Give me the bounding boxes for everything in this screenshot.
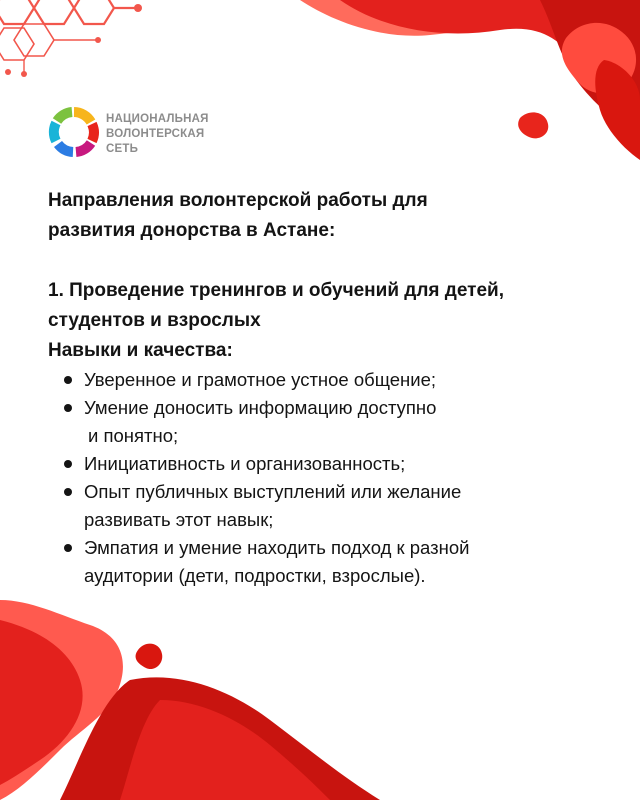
bullet-icon	[64, 460, 72, 468]
logo-line-3: СЕТЬ	[106, 143, 139, 155]
bullet-icon	[64, 544, 72, 552]
bullet-icon	[64, 376, 72, 384]
skill-text: Умение доносить информацию доступно	[84, 397, 437, 418]
section-title-line-2: студентов и взрослых	[48, 310, 261, 331]
page-title-line-1: Направления волонтерской работы для	[48, 190, 428, 211]
skill-text: Опыт публичных выступлений или желание	[84, 481, 462, 502]
skills-subheading: Навыки и качества:	[48, 340, 233, 361]
skill-text: Инициативность и организованность;	[84, 453, 406, 474]
logo-line-1: НАЦИОНАЛЬНАЯ	[106, 113, 209, 125]
list-item	[62, 478, 604, 534]
page-title	[48, 186, 604, 246]
skill-text-continuation: аудитории (дети, подростки, взрослые).	[84, 565, 426, 586]
main-content	[48, 186, 604, 590]
logo-text	[106, 112, 209, 157]
red-wave-top-right	[300, 0, 640, 160]
logo	[48, 106, 288, 162]
list-item	[62, 394, 604, 450]
list-item	[62, 450, 604, 478]
skills-list	[48, 366, 604, 590]
colorful-ring-logo-icon	[48, 106, 100, 158]
skill-text-continuation: и понятно;	[88, 425, 179, 446]
section-title-line-1: 1. Проведение тренингов и обучений для детей,	[48, 280, 504, 301]
skill-text: Эмпатия и умение находить подход к разной	[84, 537, 470, 558]
logo-line-2: ВОЛОНТЕРСКАЯ	[106, 128, 205, 140]
bullet-icon	[64, 488, 72, 496]
bullet-icon	[64, 404, 72, 412]
section-title	[48, 276, 604, 336]
hexagon-network-icon	[0, 0, 142, 77]
list-item	[62, 534, 604, 590]
list-item	[62, 366, 604, 394]
skill-text-continuation: развивать этот навык;	[84, 509, 274, 530]
skill-text: Уверенное и грамотное устное общение;	[84, 369, 437, 390]
page-title-line-2: развития донорства в Астане:	[48, 220, 336, 241]
red-wave-bottom-left	[0, 600, 380, 800]
